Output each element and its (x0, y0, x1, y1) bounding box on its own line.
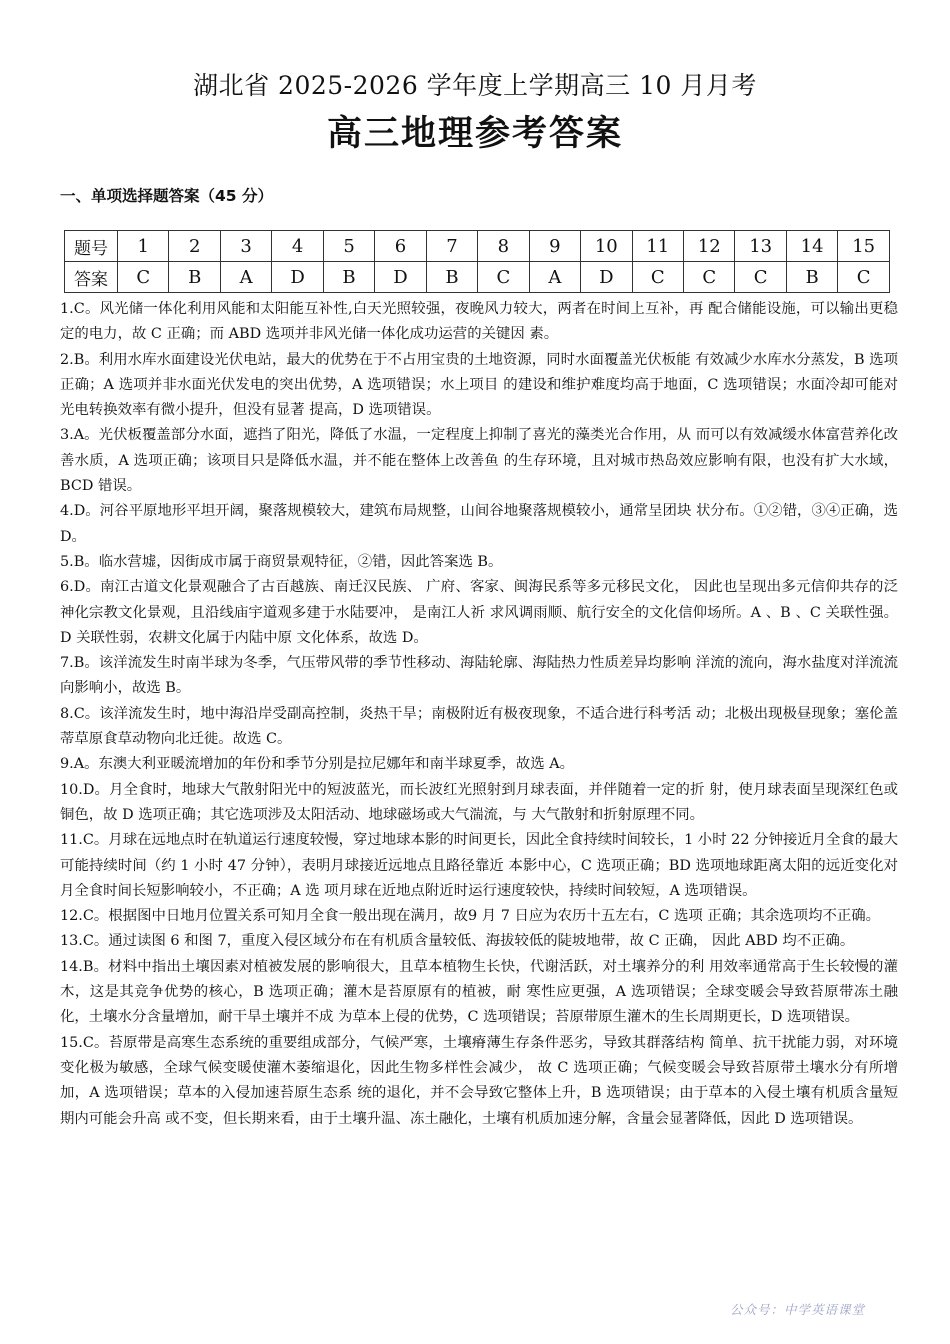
answer-cell: D (272, 262, 323, 293)
answer-cell: C (683, 262, 734, 293)
question-number: 7 (426, 231, 477, 262)
answer-cell: D (581, 262, 632, 293)
answer-cell: A (220, 262, 271, 293)
explanation-item: 5.B。临水营墟，因街成市属于商贸景观特征，②错，因此答案选 B。 (60, 553, 503, 570)
explanation-list (60, 297, 898, 1132)
explanation-item: 1.C。风光储一体化利用风能和太阳能互补性,白天光照较强，夜晚风力较大，两者在时间上互补，再 配合储能设施，可以输出更稳定的电力，故 C 正确；而 ABD 选项并非风光储一体化成功运营的关键因 素。 (60, 301, 898, 343)
question-number: 10 (581, 231, 632, 262)
question-number: 6 (375, 231, 426, 262)
question-number: 13 (735, 231, 786, 262)
question-number: 8 (478, 231, 529, 262)
answer-table (64, 230, 890, 293)
explanation-item: 9.A。东澳大利亚暖流增加的年份和季节分别是拉尼娜年和南半球夏季，故选 A。 (60, 756, 574, 773)
explanation-item: 12.C。根据图中日地月位置关系可知月全食一般出现在满月，故9 月 7 日应为农历十五左右，C 选项 正确；其余选项均不正确。 (60, 908, 881, 925)
answer-cell: A (529, 262, 580, 293)
answer-cell: C (632, 262, 683, 293)
watermark: 公众号：中学英语课堂 (730, 1302, 866, 1317)
question-number: 12 (683, 231, 734, 262)
explanation-item: 6.D。南江古道文化景观融合了古百越族、南迁汉民族、 广府、客家、闽海民系等多元移民文化， 因此也呈现出多元信仰共存的泛神化宗教文化景观，且沿线庙宇道观多建于水陆要冲， 是南江人祈 求风调雨顺、航行安全的文化信仰场所。A 、B 、C 关联性强。D 关联性弱，农耕文化属于内陆中原 文化体系，故选 D。 (60, 579, 898, 646)
document-title: 高三地理参考答案 (326, 114, 623, 154)
question-number: 9 (529, 231, 580, 262)
explanation-item: 8.C。该洋流发生时，地中海沿岸受副高控制，炎热干旱；南极附近有极夜现象，不适合进行科考活 动；北极出现极昼现象；塞伦盖蒂草原食草动物向北迁徙。故选 C。 (60, 705, 898, 748)
explanation-item: 3.A。光伏板覆盖部分水面，遮挡了阳光，降低了水温，一定程度上抑制了喜光的藻类光合作用，从 而可以有效减缓水体富营养化改善水质，A 选项正确；该项目只是降低水温，并不能在整体上改善鱼 的生存环境，且对城市热岛效应影响有限，也没有扩大水域，BCD 错误。 (60, 427, 898, 495)
answer-cell: C (118, 262, 169, 293)
answer-cell: B (786, 262, 837, 293)
question-number: 14 (786, 231, 837, 262)
row-label-answer: 答案 (65, 262, 118, 293)
explanation-item: 2.B。利用水库水面建设光伏电站，最大的优势在于不占用宝贵的土地资源，同时水面覆盖光伏板能 有效减少水库水分蒸发，B 选项正确；A 选项并非水面光伏发电的突出优势，A 选项错误；水上项目 的建设和维护难度均高于地面，C 选项错误；水面冷却可能对光电转换效率有微小提升，但没有显著 提高，D 选项错误。 (60, 351, 898, 419)
answer-cell: C (478, 262, 529, 293)
section-heading: 一、单项选择题答案（45 分） (60, 187, 273, 205)
explanation-item: 13.C。通过读图 6 和图 7，重度入侵区域分布在有机质含量较低、海拔较低的陡坡地带，故 C 正确， 因此 ABD 均不正确。 (60, 933, 855, 950)
explanation-item: 7.B。该洋流发生时南半球为冬季，气压带风带的季节性移动、海陆轮廓、海陆热力性质差异均影响 洋流的流向，海水盐度对洋流流向影响小，故选 B。 (60, 655, 898, 697)
explanation-item: 11.C。月球在远地点时在轨道运行速度较慢，穿过地球本影的时间更长，因此全食持续时间较长，1 小时 22 分钟接近月全食的最大可能持续时间（约 1 小时 47 分钟），表明月球接近远地点且路径靠近 本影中心，C 选项正确；BD 选项地球距离太阳的远近变化对月全食时间长短影响较小，不正确；A 选 项月球在近地点附近时运行速度较快，持续时间较短，A 选项错误。 (60, 832, 898, 899)
answer-cell: B (169, 262, 220, 293)
question-number: 15 (838, 231, 890, 262)
explanation-item: 10.D。月全食时，地球大气散射阳光中的短波蓝光，而长波红光照射到月球表面，并伴随着一定的折 射，使月球表面呈现深红色或铜色，故 D 选项正确；其它选项涉及太阳活动、地球磁场或大气湍流，与 大气散射和折射原理不同。 (60, 781, 898, 823)
answer-cell: B (426, 262, 477, 293)
question-number: 5 (323, 231, 374, 262)
question-number-row (65, 231, 890, 262)
answer-cell: D (375, 262, 426, 293)
question-number: 3 (220, 231, 271, 262)
answer-row (65, 262, 890, 293)
exam-title: 湖北省 2025-2026 学年度上学期高三 10 月月考 (193, 71, 757, 100)
row-label-question: 题号 (65, 231, 118, 262)
answer-cell: C (838, 262, 890, 293)
explanation-item: 14.B。材料中指出土壤因素对植被发展的影响很大，且草本植物生长快，代谢活跃，对土壤养分的利 用效率通常高于生长较慢的灌木，这是其竞争优势的核心，B 选项正确；灌木是苔原原有的植被，耐 寒性应更强，A 选项错误；全球变暖会导致苔原带冻土融化，土壤水分含量增加，耐干旱土壤并不成 为草本上侵的优势，C 选项错误；苔原带原生灌木的生长周期更长，D 选项错误。 (60, 958, 898, 1026)
question-number: 1 (118, 231, 169, 262)
question-number: 4 (272, 231, 323, 262)
answer-cell: B (323, 262, 374, 293)
explanation-item: 4.D。河谷平原地形平坦开阔，聚落规模较大，建筑布局规整，山间谷地聚落规模较小，通常呈团块 状分布。①②错，③④正确，选 D。 (60, 503, 898, 545)
explanation-item: 15.C。苔原带是高寒生态系统的重要组成部分，气候严寒，土壤瘠薄生存条件恶劣，导致其群落结构 简单、抗干扰能力弱，对环境变化极为敏感，全球气候变暖使灌木萎缩退化，因此生物多样性会减少， 故 C 选项正确；气候变暖会导致苔原带土壤水分有所增加，A 选项错误；草本的入侵加速苔原生态系 统的退化，并不会导致它整体上升，B 选项错误；由于草本的入侵土壤有机质含量短期内可能会升高 或不变，但长期来看，由于土壤升温、冻土融化，土壤有机质加速分解，含量会显著降低，因此 D 选项错误。 (60, 1034, 898, 1127)
question-number: 11 (632, 231, 683, 262)
answer-cell: C (735, 262, 786, 293)
question-number: 2 (169, 231, 220, 262)
